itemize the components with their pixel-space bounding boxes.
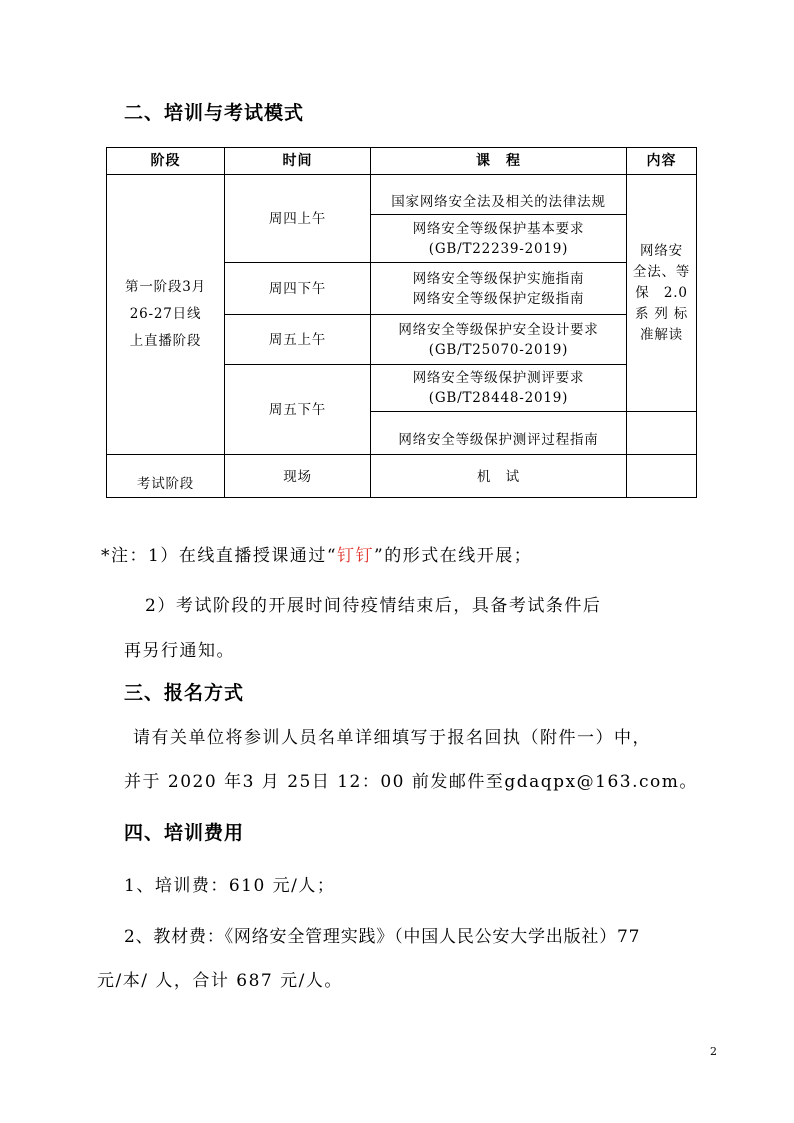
- header-time: 时间: [282, 153, 313, 169]
- course-line: 网络安全等级保护实施指南: [412, 270, 585, 287]
- page-number: 2: [710, 1045, 717, 1058]
- note-1-highlight: 钉钉: [337, 546, 375, 566]
- course-line: 网络安全等级保护安全设计要求: [398, 321, 599, 338]
- content-line: 全法、等: [632, 263, 691, 280]
- course-cell: [371, 365, 626, 411]
- content-line: 系 列 标: [634, 305, 689, 322]
- note-2-line-1: 2）考试阶段的开展时间待疫情结束后，具备考试条件后: [145, 596, 602, 616]
- header-course: 课 程: [476, 153, 521, 169]
- content-line: 保 2.0: [635, 284, 688, 301]
- fee-item-2-line-1: 2、教材费：《网络安全管理实践》（中国人民公安大学出版社）77: [124, 927, 641, 947]
- time-fri-am: 周五上午: [268, 331, 327, 348]
- time-fri-pm: 周五下午: [268, 401, 327, 418]
- course-line: (GB/T28448-2019): [428, 390, 569, 406]
- course-cell: [371, 215, 626, 262]
- section2-heading: 二、培训与考试模式: [124, 102, 305, 124]
- fee-item-1: 1、培训费：610 元/人；: [124, 876, 336, 896]
- course-line: 网络安全等级保护测评过程指南: [398, 432, 599, 448]
- course-cell: [371, 175, 626, 214]
- stage1-line: 上直播阶段: [129, 333, 202, 349]
- note-1-prefix: *注：1）在线直播授课通过“: [101, 546, 338, 566]
- stage1-line: 26-27日线: [129, 306, 202, 322]
- section3-line-1: 请有关单位将参训人员名单详细填写于报名回执（附件一）中，: [133, 728, 651, 748]
- header-content: 内容: [646, 153, 677, 169]
- course-line: 网络安全等级保护定级指南: [412, 290, 585, 307]
- time-thu-pm: 周四下午: [268, 280, 327, 297]
- course-line: (GB/T25070-2019): [428, 341, 569, 358]
- course-cell: [371, 315, 626, 364]
- fee-item-2-line-2: 元/本/ 人，合计 687 元/人。: [97, 971, 343, 991]
- note-2-line-2: 再另行通知。: [124, 641, 235, 661]
- exam-course: 机 试: [477, 469, 520, 485]
- note-1: [101, 541, 532, 566]
- content-line: 准解读: [640, 326, 683, 343]
- section4-heading: 四、培训费用: [124, 822, 245, 844]
- section3-heading: 三、报名方式: [124, 682, 245, 704]
- time-thu-am: 周四上午: [268, 210, 327, 227]
- course-line: (GB/T22239-2019): [428, 240, 569, 257]
- stage1-cell: [107, 175, 224, 454]
- exam-time: 现场: [283, 469, 312, 485]
- course-cell: [371, 412, 626, 454]
- course-line: 网络安全等级保护基本要求: [412, 220, 585, 237]
- header-stage: 阶段: [150, 153, 181, 169]
- stage1-line: 第一阶段3月: [125, 279, 206, 295]
- course-cell: [371, 263, 626, 314]
- content-cell: [627, 175, 696, 411]
- note-1-suffix: ”的形式在线开展；: [374, 546, 533, 566]
- course-line: 国家网络安全法及相关的法律法规: [391, 194, 606, 210]
- course-line: 网络安全等级保护测评要求: [412, 370, 585, 386]
- exam-stage: 考试阶段: [136, 476, 195, 492]
- section3-line-2: 并于 2020 年3 月 25日 12：00 前发邮件至gdaqpx@163.com。: [124, 772, 698, 792]
- content-line: 网络安: [640, 242, 683, 259]
